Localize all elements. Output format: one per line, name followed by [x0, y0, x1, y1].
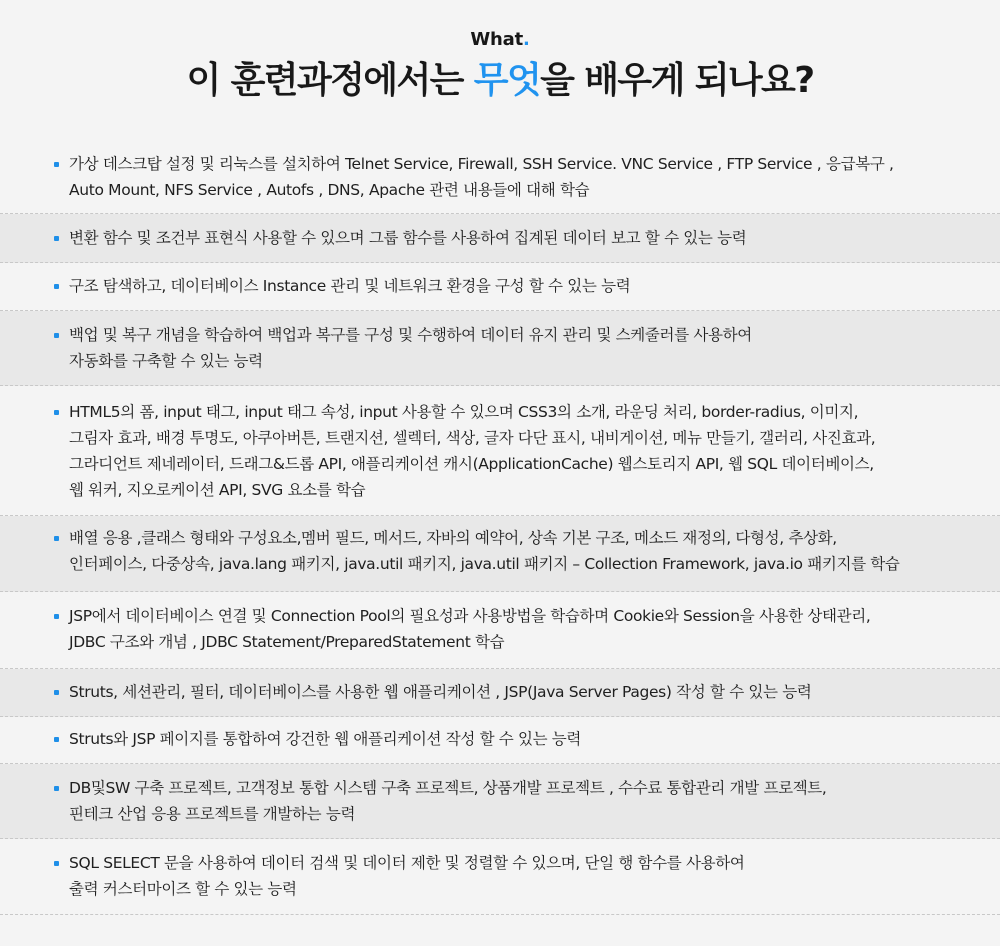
- list-item-text: 가상 데스크탑 설정 및 리눅스를 설치하여 Telnet Service, Firewall, SSH Service. VNC Service , FTP Service , 응급복구 , Auto Mount, NFS Service , Autofs , DNS, Apache 관련 내용들에 대해 학습: [69, 155, 894, 199]
- bullet-icon: [54, 690, 59, 695]
- bullet-icon: [54, 614, 59, 619]
- list-item-text: 백업 및 복구 개념을 학습하여 백업과 복구를 구성 및 수행하여 데이터 유지 관리 및 스케줄러를 사용하여 자동화를 구축할 수 있는 능력: [69, 326, 752, 370]
- list-item-text: 변환 함수 및 조건부 표현식 사용할 수 있으며 그룹 함수를 사용하여 집계된 데이터 보고 할 수 있는 능력: [69, 229, 747, 247]
- list-item-text: SQL SELECT 문을 사용하여 데이터 검색 및 데이터 제한 및 정렬할 수 있으며, 단일 행 함수를 사용하여 출력 커스터마이즈 할 수 있는 능력: [69, 854, 745, 898]
- bullet-icon: [54, 536, 59, 541]
- page-title: [0, 56, 1000, 106]
- eyebrow-text: What: [470, 29, 523, 50]
- list-item: [0, 516, 1000, 592]
- section-eyebrow: [0, 29, 1000, 50]
- list-item-text: 배열 응용 ,클래스 형태와 구성요소,멤버 필드, 메서드, 자바의 예약어, 상속 기본 구조, 메소드 재정의, 다형성, 추상화, 인터페이스, 다중상속, java.lang 패키지, java.util 패키지, java.util 패키지 – Collection Framework, java.io 패키지를 학습: [69, 529, 900, 573]
- bullet-icon: [54, 737, 59, 742]
- list-item: [0, 263, 1000, 311]
- bullet-icon: [54, 333, 59, 338]
- list-item-text: HTML5의 폼, input 태그, input 태그 속성, input 사용할 수 있으며 CSS3의 소개, 라운딩 처리, border-radius, 이미지, 그림자 효과, 배경 투명도, 아쿠아버튼, 트랜지션, 셀렉터, 색상, 글자 다단 표시, 내비게이션, 메뉴 만들기, 갤러리, 사진효과, 그라디언트 제네레이터, 드래그&드롭 API, 애플리케이션 캐시(ApplicationCache) 웹스토리지 API, 웹 SQL 데이터베이스, 웹 워커, 지오로케이션 API, SVG 요소를 학습: [69, 403, 876, 499]
- list-item: [0, 386, 1000, 516]
- list-item: [0, 717, 1000, 764]
- list-item: [0, 764, 1000, 839]
- list-item: [0, 311, 1000, 386]
- list-item-text: 구조 탐색하고, 데이터베이스 Instance 관리 및 네트워크 환경을 구성 할 수 있는 능력: [69, 277, 631, 295]
- list-item: [0, 839, 1000, 915]
- list-item-text: Struts와 JSP 페이지를 통합하여 강건한 웹 애플리케이션 작성 할 수 있는 능력: [69, 730, 582, 748]
- bullet-icon: [54, 162, 59, 167]
- list-item: [0, 669, 1000, 717]
- title-prefix: 이 훈련과정에서는: [186, 60, 474, 101]
- list-item: [0, 214, 1000, 263]
- title-suffix: 을 배우게 되나요?: [540, 60, 814, 101]
- bullet-icon: [54, 410, 59, 415]
- list-item: [0, 142, 1000, 214]
- list-item-text: JSP에서 데이터베이스 연결 및 Connection Pool의 필요성과 사용방법을 학습하며 Cookie와 Session을 사용한 상태관리, JDBC 구조와 개념 , JDBC Statement/PreparedStatement 학습: [69, 607, 871, 651]
- bullet-icon: [54, 861, 59, 866]
- list-item-text: DB및SW 구축 프로젝트, 고객정보 통합 시스템 구축 프로젝트, 상품개발 프로젝트 , 수수료 통합관리 개발 프로젝트, 핀테크 산업 응용 프로젝트를 개발하는 능력: [69, 779, 827, 823]
- bullet-icon: [54, 236, 59, 241]
- list-item: [0, 592, 1000, 669]
- page-header: [0, 0, 1000, 142]
- title-accent: 무엇: [473, 60, 541, 101]
- list-item-text: Struts, 세션관리, 필터, 데이터베이스를 사용한 웹 애플리케이션 , JSP(Java Server Pages) 작성 할 수 있는 능력: [69, 683, 812, 701]
- eyebrow-accent-dot: .: [522, 29, 530, 50]
- bullet-icon: [54, 284, 59, 289]
- bullet-icon: [54, 786, 59, 791]
